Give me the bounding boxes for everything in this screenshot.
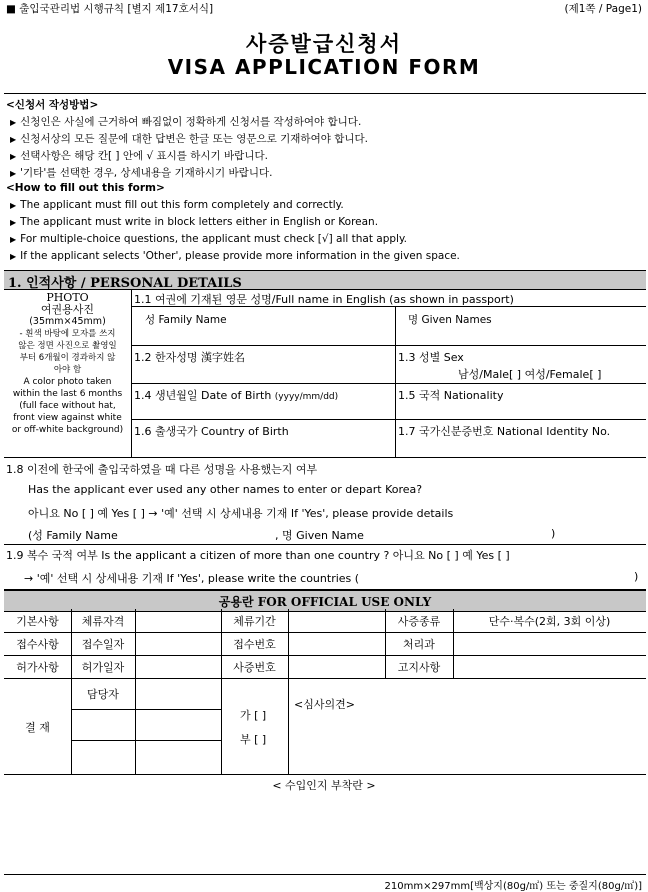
- grid-line: [131, 289, 132, 457]
- section-personal-details: [4, 270, 646, 290]
- divider: [4, 874, 646, 875]
- instruction-en-2: ▶ The applicant must write in block letters either in English or Korean.: [10, 216, 379, 228]
- instruction-en-1: ▶ The applicant must fill out this form completely and correctly.: [10, 199, 344, 211]
- field-label-national-id: 1.7 국가신분증번호 National Identity No.: [398, 425, 611, 438]
- photo-note-ko: 부터 6개월이 경과하지 않: [19, 353, 116, 363]
- official-use-header: [4, 589, 646, 612]
- sex-options-checkboxes[interactable]: 남성/Male[ ] 여성/Female[ ]: [458, 368, 602, 381]
- grid-line: [135, 609, 136, 774]
- label-application-date: 접수일자: [81, 638, 125, 651]
- instruction-ko-2: ▶ 신청서상의 모든 질문에 대한 답변은 한글 또는 영문으로 기재하여야 합니다.: [10, 133, 368, 145]
- title-korean: 사증발급신청서: [245, 32, 402, 56]
- instruction-en-3: ▶ For multiple-choice questions, the applicant must check [√] all that apply.: [10, 233, 408, 245]
- label-review-opinion: <심사의견>: [294, 698, 355, 711]
- grid-line: [4, 632, 646, 633]
- instruction-ko-3: ▶ 선택사항은 해당 칸[ ] 안에 √ 표시를 하시기 바랍니다.: [10, 150, 268, 162]
- label-status-of-stay: 체류자격: [81, 615, 125, 628]
- grid-line: [4, 544, 646, 545]
- bullet-icon: ▶: [10, 135, 17, 144]
- photo-note-ko: - 흰색 바탕에 모자를 쓰지: [19, 329, 116, 339]
- field-label-chinese-name: 1.2 한자성명 漢字姓名: [134, 351, 245, 364]
- instructions-heading-ko: <신청서 작성방법>: [6, 99, 99, 111]
- photo-size: (35mm×45mm): [29, 316, 106, 327]
- section-title: 1. 인적사항 / PERSONAL DETAILS: [8, 276, 242, 291]
- label-visa-type: 사증종류: [397, 615, 441, 628]
- label-application-number: 접수번호: [233, 638, 276, 651]
- label-approval: 결 재: [25, 721, 50, 734]
- instruction-ko-4: ▶ '기타'를 선택한 경우, 상세내용을 기재하시기 바랍니다.: [10, 167, 273, 179]
- question-multiple-citizenship[interactable]: 1.9 복수 국적 여부 Is the applicant a citizen of more than one country ? 아니요 No [ ] 예 Yes [ ]: [6, 549, 510, 562]
- official-use-title: 공용란 FOR OFFICIAL USE ONLY: [218, 595, 432, 609]
- question-other-names-en: Has the applicant ever used any other names to enter or depart Korea?: [28, 483, 423, 496]
- divider: [4, 93, 646, 94]
- grid-line: [131, 383, 646, 384]
- grid-line: [221, 609, 222, 774]
- field-label-given-names: 명 Given Names: [408, 314, 492, 326]
- label-basic-info: 기본사항: [16, 615, 59, 628]
- bullet-icon: ▶: [10, 201, 17, 210]
- photo-label-ko: 여권용사진: [40, 303, 95, 316]
- bullet-icon: ▶: [10, 169, 17, 178]
- grid-line: [395, 306, 396, 457]
- form-reference: ■ 출입국관리법 시행규칙 [별지 제17호서식]: [6, 3, 214, 15]
- bullet-icon: ▶: [10, 235, 17, 244]
- question-other-names: 1.8 이전에 한국에 출입국하였을 때 다른 성명을 사용했는지 여부: [6, 463, 318, 476]
- field-label-full-name: 1.1 여권에 기재된 영문 성명/Full name in English (as shown in passport): [134, 293, 514, 306]
- instructions-heading-en: <How to fill out this form>: [6, 182, 165, 194]
- bullet-icon: ▶: [10, 252, 17, 261]
- title-english: VISA APPLICATION FORM: [167, 55, 481, 79]
- label-visa-number: 사증번호: [233, 661, 276, 674]
- paper-size-note: 210mm×297mm[백상지(80g/㎡) 또는 중질지(80g/㎡)]: [384, 881, 642, 892]
- photo-note-ko: 않은 정면 사진으로 촬영일: [18, 341, 117, 351]
- grid-line: [131, 419, 646, 420]
- label-application-info: 접수사항: [16, 638, 59, 651]
- reject-checkbox[interactable]: 부 [ ]: [240, 733, 267, 746]
- instruction-ko-1: ▶ 신청인은 사실에 근거하여 빠짐없이 정확하게 신청서를 작성하여야 합니다.: [10, 116, 362, 128]
- grid-line: [4, 774, 646, 775]
- label-officer: 담당자: [87, 688, 119, 701]
- paren-close: ): [634, 570, 639, 583]
- grid-line: [288, 609, 289, 774]
- photo-note-ko: 아야 함: [53, 365, 82, 375]
- photo-note-en: A color photo taken: [23, 377, 112, 387]
- label-entry-type: 단수·복수(2회, 3회 이상): [488, 615, 611, 628]
- bullet-icon: ▶: [10, 118, 17, 127]
- photo-note-en: (full face without hat,: [19, 401, 116, 411]
- grid-line: [71, 740, 221, 741]
- other-family-name-label: (성 Family Name: [28, 529, 118, 542]
- field-label-birth-country: 1.6 출생국가 Country of Birth: [134, 425, 289, 438]
- grid-line: [71, 709, 221, 710]
- other-names-options[interactable]: 아니요 No [ ] 예 Yes [ ] → '예' 선택 시 상세내용 기재 If 'Yes', please provide details: [28, 507, 454, 520]
- grid-line: [4, 457, 646, 458]
- photo-label: PHOTO: [46, 291, 89, 304]
- label-notice: 고지사항: [397, 661, 441, 674]
- other-given-name-label: , 명 Given Name: [275, 529, 364, 542]
- label-processing-dept: 처리과: [403, 638, 435, 651]
- field-label-sex: 1.3 성별 Sex: [398, 351, 464, 364]
- page-number: (제1쪽 / Page1): [564, 3, 642, 15]
- grid-line: [4, 678, 646, 679]
- field-label-family-name: 성 Family Name: [145, 314, 227, 326]
- photo-note-en: within the last 6 months: [12, 389, 123, 399]
- field-label-birth-date: 1.4 생년월일 Date of Birth (yyyy/mm/dd): [134, 389, 339, 402]
- instruction-en-4: ▶ If the applicant selects 'Other', please provide more information in the given space.: [10, 250, 460, 262]
- revenue-stamp-area: < 수입인지 부착란 >: [272, 779, 376, 792]
- approve-checkbox[interactable]: 가 [ ]: [240, 709, 267, 722]
- grid-line: [131, 345, 646, 346]
- paren-close: ): [551, 527, 556, 540]
- bullet-icon: ▶: [10, 152, 17, 161]
- field-label-nationality: 1.5 국적 Nationality: [398, 389, 504, 402]
- photo-note-en: or off-white background): [11, 425, 124, 435]
- photo-note-en: front view against white: [13, 413, 122, 423]
- label-approval-info: 허가사항: [16, 661, 59, 674]
- label-period-of-stay: 체류기간: [233, 615, 276, 628]
- multiple-citizenship-detail: → '예' 선택 시 상세내용 기재 If 'Yes', please write the countries (: [24, 572, 360, 585]
- bullet-icon: ▶: [10, 218, 17, 227]
- photo-area: [4, 289, 131, 436]
- label-approval-date: 허가일자: [81, 661, 125, 674]
- grid-line: [4, 655, 646, 656]
